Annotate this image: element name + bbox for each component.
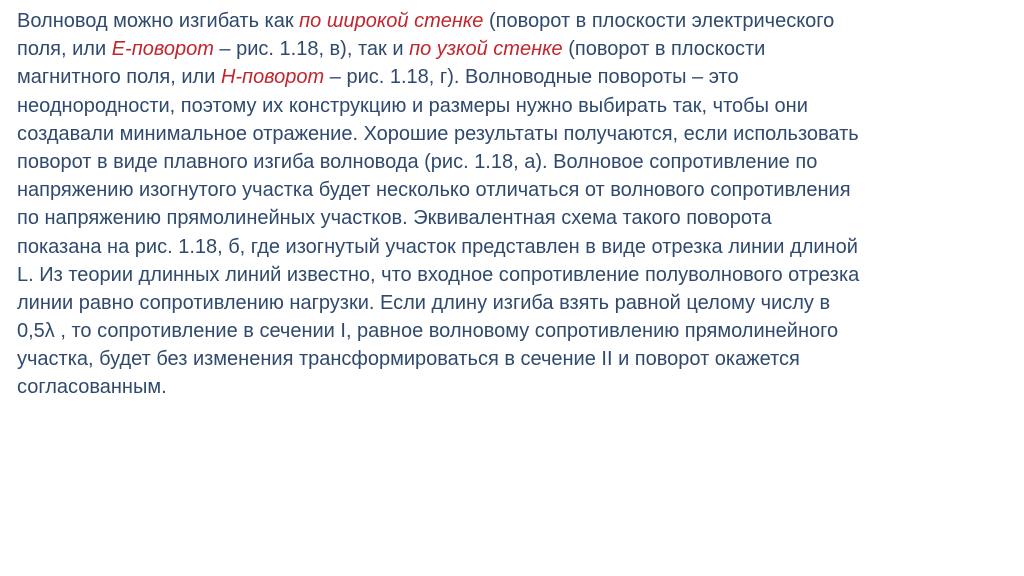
text-segment: участка, будет без изменения трансформироваться в сечение II и поворот окажется [17,348,800,371]
emphasized-term: по широкой стенке [299,10,484,32]
emphasized-term: по узкой стенке [409,38,563,61]
emphasized-term: H-поворот [220,66,325,89]
text-line [17,373,1012,401]
text-segment: напряжению изогнутого участка будет несколько отличаться от волнового сопротивления [17,179,851,202]
text-line [17,233,1012,261]
text-segment: неоднородности, поэтому их конструкцию и размеры нужно выбирать так, чтобы они [17,94,808,117]
text-line [17,120,1012,148]
text-segment: показана на рис. 1.18, б, где изогнутый участок представлен в виде отрезка линии длиной [17,235,858,258]
text-segment: Волновод можно изгибать как [17,10,300,32]
text-segment: согласованным. [17,376,167,399]
text-segment: по напряжению прямолинейных участков. Эквивалентная схема такого поворота [17,207,772,230]
text-line [17,63,1012,91]
text-line [17,345,1012,373]
text-line [17,7,1012,35]
text-segment: (поворот в плоскости электрического [483,10,835,32]
text-line [17,92,1012,120]
emphasized-term: E-поворот [111,38,214,61]
text-segment: 0,5λ , то сопротивление в сечении I, равное волновому сопротивлению прямолинейного [17,320,839,343]
text-segment: L. Из теории длинных линий известно, что входное сопротивление полуволнового отрезка [17,263,860,286]
text-segment: линии равно сопротивлению нагрузки. Если длину изгиба взять равной целому числу в [17,291,831,314]
text-segment: (поворот в плоскости [562,38,766,61]
text-line [17,289,1012,317]
slide-body-paragraph [17,7,1012,402]
text-line [17,35,1012,63]
text-line [17,176,1012,204]
text-segment: магнитного поля, или [17,66,221,89]
text-line [17,317,1012,345]
text-segment: поля, или [17,38,112,61]
text-line [17,148,1012,176]
text-segment: создавали минимальное отражение. Хорошие результаты получаются, если использовать [17,122,859,145]
text-line [17,204,1012,232]
text-segment: – рис. 1.18, г). Волноводные повороты – это [324,66,739,89]
text-segment: – рис. 1.18, в), так и [213,38,410,61]
text-line [17,261,1012,289]
text-segment: поворот в виде плавного изгиба волновода (рис. 1.18, а). Волновое сопротивление по [17,150,818,173]
